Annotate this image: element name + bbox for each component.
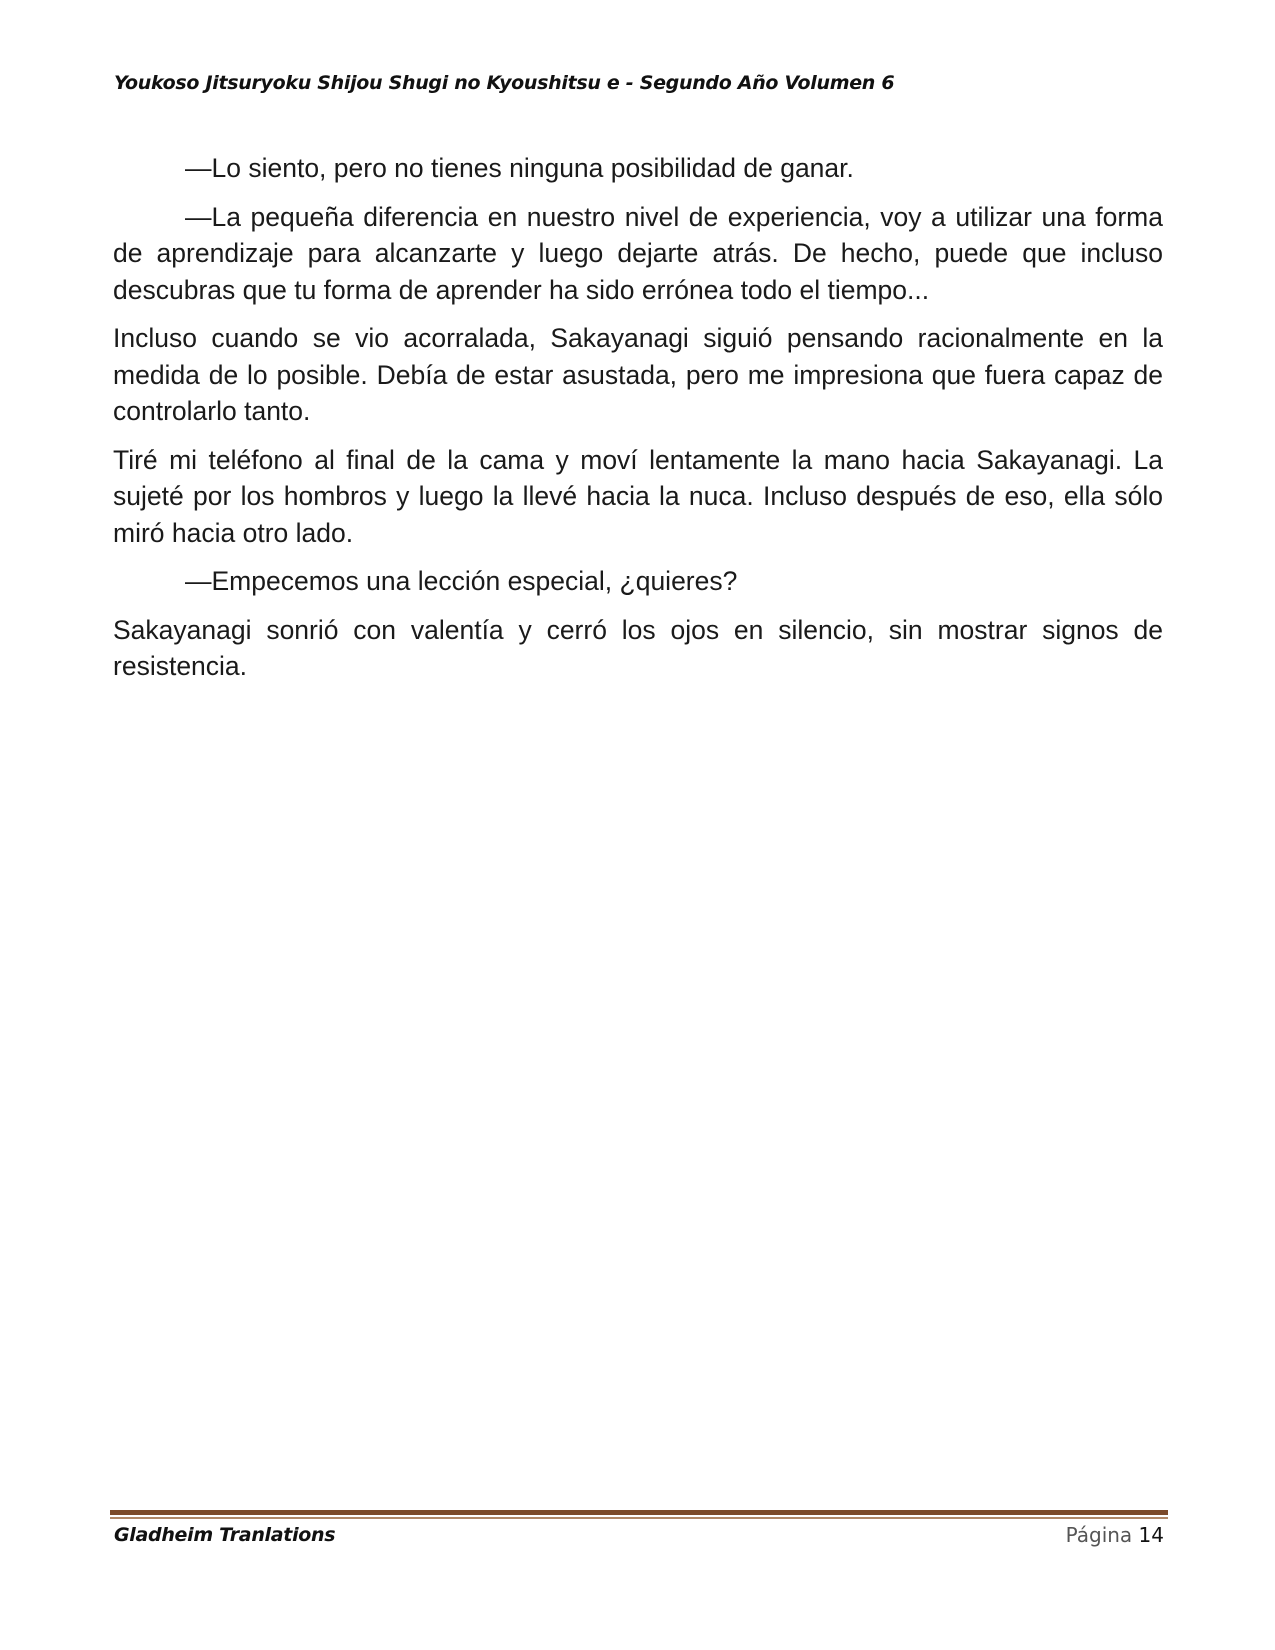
dialogue-paragraph: —Lo siento, pero no tienes ninguna posibilidad de ganar. <box>185 153 854 183</box>
page-number <box>1066 1523 1164 1547</box>
running-header: Youkoso Jitsuryoku Shijou Shugi no Kyoushitsu e - Segundo Año Volumen 6 <box>114 72 895 94</box>
dialogue-paragraph: —La pequeña diferencia en nuestro nivel de experiencia, voy a utilizar una forma de aprendizaje para alcanzarte y luego dejarte atrás. De hecho, puede que incluso descubras que tu forma de aprender ha sido errónea todo el tiempo... <box>113 201 1163 305</box>
page-body <box>113 150 1163 697</box>
dialogue-paragraph: —Empecemos una lección especial, ¿quieres? <box>185 566 738 596</box>
footer-credit: Gladheim Tranlations <box>114 1524 336 1546</box>
footer-divider-thin <box>110 1517 1168 1519</box>
page-label: Página <box>1065 1523 1133 1547</box>
footer-divider <box>110 1510 1168 1519</box>
page-number-value: 14 <box>1138 1523 1164 1547</box>
narration-paragraph: Incluso cuando se vio acorralada, Sakayanagi siguió pensando racionalmente en la medida de lo posible. Debía de estar asustada, pero me impresiona que fuera capaz de controlarlo tanto. <box>113 323 1163 426</box>
narration-paragraph: Sakayanagi sonrió con valentía y cerró los ojos en silencio, sin mostrar signos de resistencia. <box>113 614 1163 681</box>
narration-paragraph: Tiré mi teléfono al final de la cama y moví lentamente la mano hacia Sakayanagi. La sujeté por los hombros y luego la llevé hacia la nuca. Incluso después de eso, ella sólo miró hacia otro lado. <box>113 444 1163 548</box>
